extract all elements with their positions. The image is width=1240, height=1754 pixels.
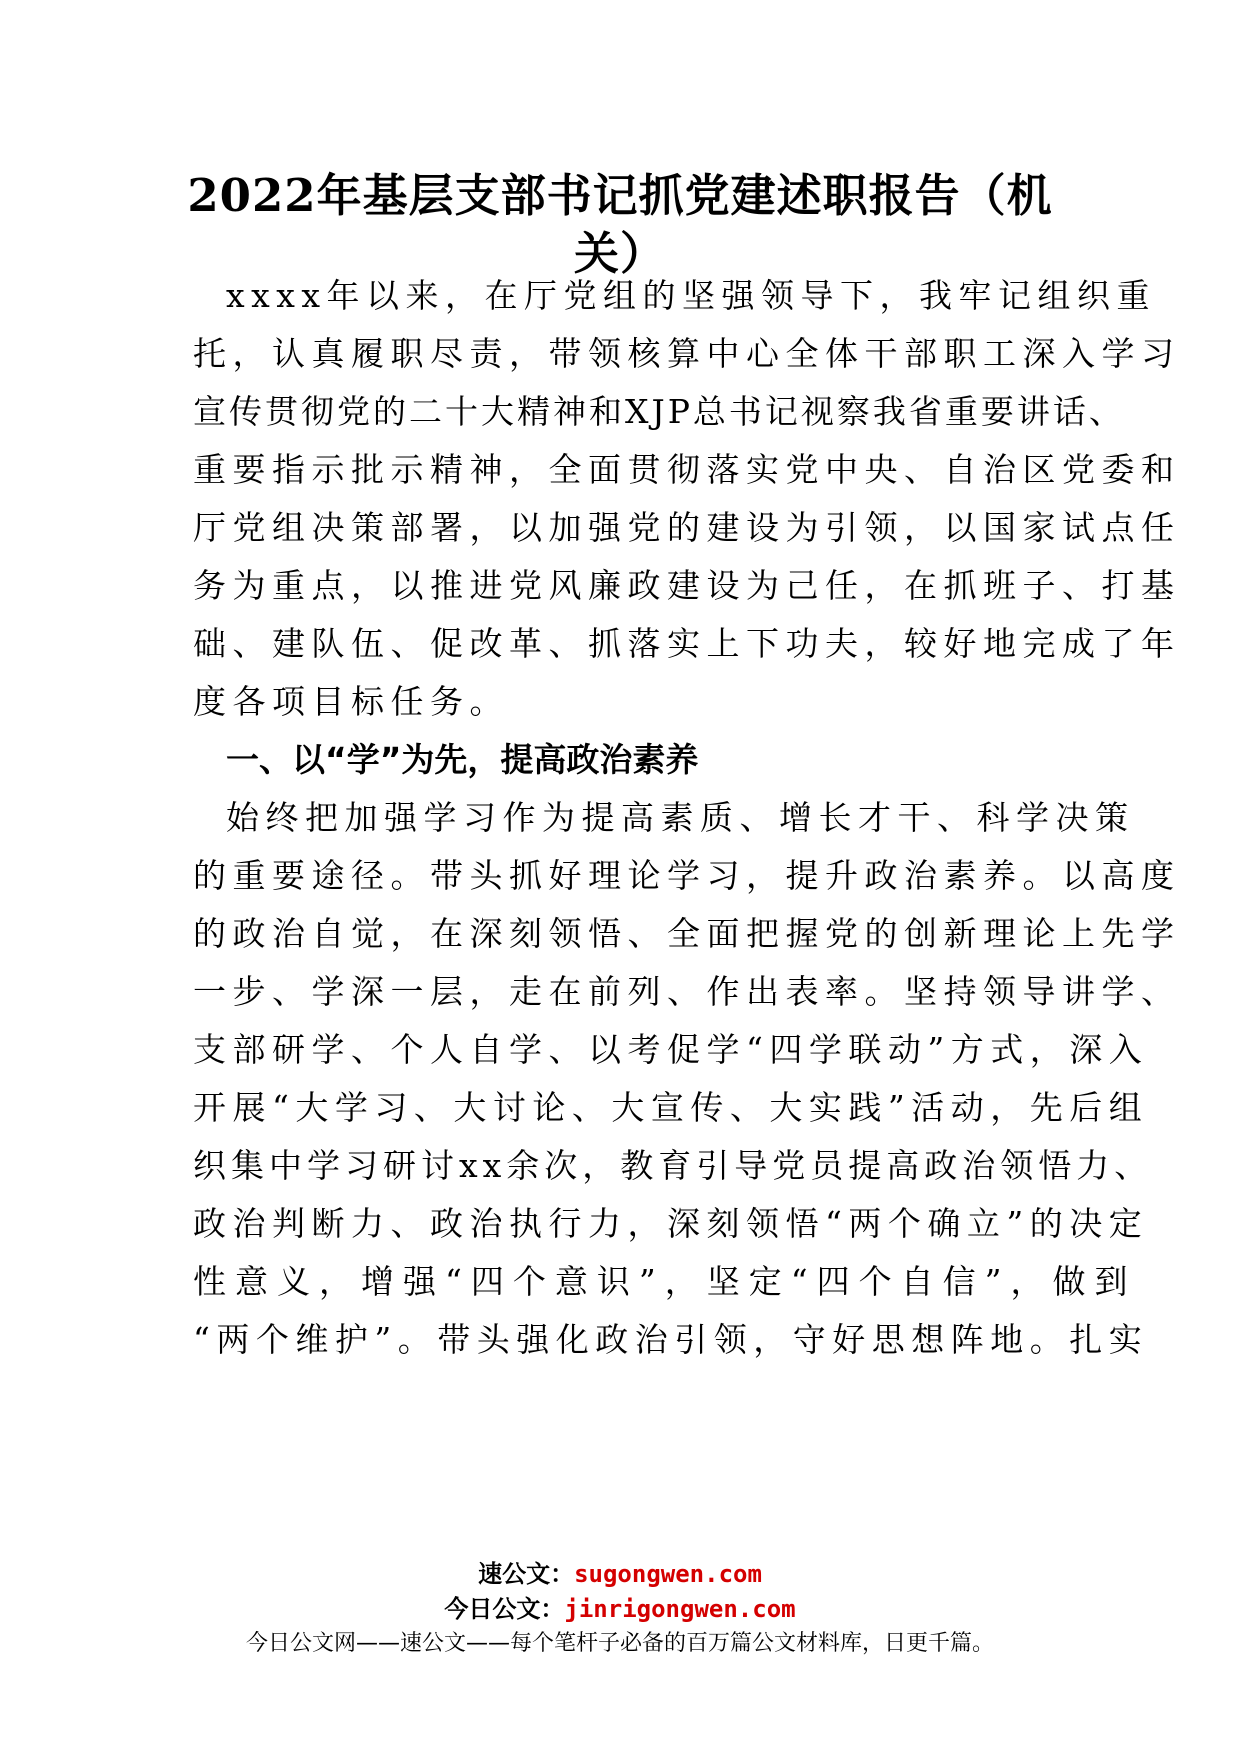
- footer-sugongwen: [0, 1554, 1240, 1589]
- paragraph-line: 政治判断力、政治执行力，深刻领悟“两个确立”的决定: [193, 1204, 1149, 1243]
- paragraph-line: 度各项目标任务。: [193, 682, 509, 721]
- paragraph-line: 始终把加强学习作为提高素质、增长才干、科学决策: [226, 798, 1135, 837]
- footer-link-jinrigongwen[interactable]: jinrigongwen.com: [564, 1595, 796, 1623]
- paragraph-line: 性意义，增强“四个意识”，坚定“四个自信”，做到: [193, 1262, 1137, 1301]
- footer-jinrigongwen: [0, 1589, 1240, 1624]
- paragraph-line: 开展“大学习、大讨论、大宣传、大实践”活动，先后组: [193, 1088, 1149, 1127]
- paragraph-line: 托，认真履职尽责，带领核算中心全体干部职工深入学习: [193, 334, 1181, 373]
- paragraph-line: 一步、学深一层，走在前列、作出表率。坚持领导讲学、: [193, 972, 1181, 1011]
- document-title-line-1: 2022年基层支部书记抓党建述职报告（机: [187, 169, 1053, 222]
- document-title-line-2: 关）: [573, 227, 666, 280]
- paragraph-line: 务为重点，以推进党风廉政建设为己任，在抓班子、打基: [193, 566, 1181, 605]
- footer-link-sugongwen[interactable]: sugongwen.com: [574, 1560, 762, 1588]
- paragraph-line: 织集中学习研讨xx余次，教育引导党员提高政治领悟力、: [193, 1146, 1153, 1185]
- footer-label-2: 今日公文：: [444, 1595, 565, 1623]
- section-heading-1: 一、以“学”为先，提高政治素养: [226, 740, 699, 779]
- paragraph-line: 础、建队伍、促改革、抓落实上下功夫，较好地完成了年: [193, 624, 1181, 663]
- paragraph-line: 的重要途径。带头抓好理论学习，提升政治素养。以高度: [193, 856, 1181, 895]
- paragraph-line: 重要指示批示精神，全面贯彻落实党中央、自治区党委和: [193, 450, 1181, 489]
- paragraph-line: 宣传贯彻党的二十大精神和XJP总书记视察我省重要讲话、: [193, 392, 1125, 431]
- paragraph-line: 的政治自觉，在深刻领悟、全面把握党的创新理论上先学: [193, 914, 1181, 953]
- paragraph-line: xxxx年以来，在厅党组的坚强领导下，我牢记组织重: [226, 276, 1156, 315]
- paragraph-line: “两个维护”。带头强化政治引领，守好思想阵地。扎实: [193, 1320, 1149, 1359]
- footer-label-1: 速公文：: [478, 1560, 575, 1588]
- paragraph-line: 厅党组决策部署，以加强党的建设为引领，以国家试点任: [193, 508, 1181, 547]
- footer-tagline: 今日公文网——速公文——每个笔杆子必备的百万篇公文材料库，日更千篇。: [245, 1631, 994, 1656]
- paragraph-line: 支部研学、个人自学、以考促学“四学联动”方式，深入: [193, 1030, 1149, 1069]
